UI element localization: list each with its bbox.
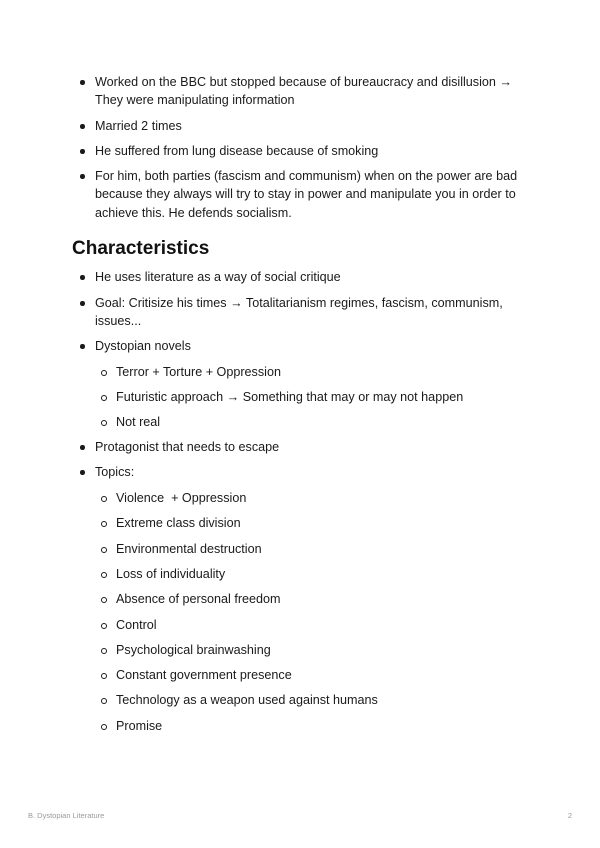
characteristics-list: [0, 438, 600, 456]
list-item: Topics:: [0, 463, 600, 481]
list-item: He suffered from lung disease because of smoking: [0, 142, 600, 160]
bio-list: [0, 117, 600, 135]
sublist-item: Constant government presence: [0, 666, 600, 684]
sublist-item: Terror + Torture + Oppression: [0, 363, 600, 381]
topics-sublist: [0, 565, 600, 583]
sublist-item: Futuristic approach → Something that may or may not happen: [0, 388, 600, 406]
sublist-item: Not real: [0, 413, 600, 431]
list-item: He uses literature as a way of social critique: [0, 268, 600, 286]
topics-sublist: [0, 590, 600, 608]
list-item: Worked on the BBC but stopped because of bureaucracy and disillusion → They were manipulating information: [0, 73, 600, 110]
characteristics-list: [0, 337, 600, 355]
characteristics-list: [0, 268, 600, 286]
characteristics-list: [0, 294, 600, 331]
page-number: 2: [567, 811, 572, 820]
list-item: Dystopian novels: [0, 337, 600, 355]
sublist-item: Loss of individuality: [0, 565, 600, 583]
topics-sublist: [0, 666, 600, 684]
topics-sublist: [0, 616, 600, 634]
sublist-item: Extreme class division: [0, 514, 600, 532]
sublist-item: Technology as a weapon used against humans: [0, 691, 600, 709]
footer-title: B. Dystopian Literature: [28, 811, 105, 820]
topics-sublist: [0, 540, 600, 558]
topics-sublist: [0, 641, 600, 659]
sublist-item: Promise: [0, 717, 600, 735]
sublist-item: Psychological brainwashing: [0, 641, 600, 659]
topics-sublist: [0, 717, 600, 735]
bio-list: [0, 142, 600, 160]
section-heading: Characteristics: [72, 238, 210, 259]
sublist-item: Environmental destruction: [0, 540, 600, 558]
topics-sublist: [0, 691, 600, 709]
list-item: Married 2 times: [0, 117, 600, 135]
list-item: Goal: Critisize his times → Totalitarianism regimes, fascism, communism, issues...: [0, 294, 600, 331]
dystopian-sublist: [0, 413, 600, 431]
topics-sublist: [0, 514, 600, 532]
dystopian-sublist: [0, 388, 600, 406]
list-item: Protagonist that needs to escape: [0, 438, 600, 456]
bio-list: [0, 73, 600, 110]
list-item: For him, both parties (fascism and communism) when on the power are bad because they always will try to stay in power and manipulate you in order to achieve this. He defends socialism.: [0, 167, 600, 222]
characteristics-list: [0, 463, 600, 481]
bio-list: [0, 167, 600, 222]
sublist-item: Violence + Oppression: [0, 489, 600, 507]
sublist-item: Absence of personal freedom: [0, 590, 600, 608]
sublist-item: Control: [0, 616, 600, 634]
topics-sublist: [0, 489, 600, 507]
dystopian-sublist: [0, 363, 600, 381]
